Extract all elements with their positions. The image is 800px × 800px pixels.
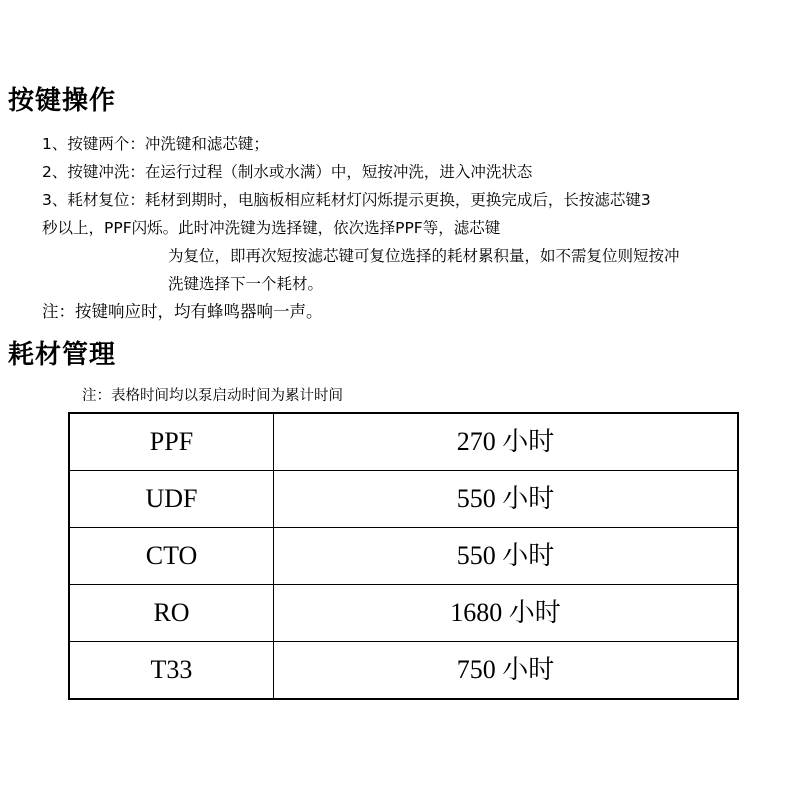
consumable-name: UDF — [69, 471, 274, 528]
operation-item-2: 2、按键冲洗：在运行过程（制水或水满）中，短按冲洗，进入冲洗状态 — [42, 163, 533, 181]
consumable-hours: 270 小时 — [274, 413, 739, 471]
consumable-hours: 550 小时 — [274, 471, 739, 528]
operation-item-3: 3、耗材复位：耗材到期时，电脑板相应耗材灯闪烁提示更换，更换完成后，长按滤芯键3 — [42, 191, 651, 209]
table-row — [69, 471, 738, 528]
operation-note: 注：按键响应时，均有蜂鸣器响一声。 — [42, 302, 323, 321]
operation-item-1: 1、按键两个：冲洗键和滤芯键； — [42, 135, 269, 153]
operation-item-3-continuation-3: 洗键选择下一个耗材。 — [168, 275, 324, 293]
consumable-hours: 750 小时 — [274, 642, 739, 700]
table-row — [69, 528, 738, 585]
consumable-name: PPF — [69, 413, 274, 471]
table-row — [69, 413, 738, 471]
section-title-key-operation: 按键操作 — [8, 86, 117, 116]
operation-item-3-continuation-2: 为复位，即再次短按滤芯键可复位选择的耗材累积量，如不需复位则短按冲 — [168, 247, 680, 265]
table-row — [69, 642, 738, 700]
consumable-hours: 1680 小时 — [274, 585, 739, 642]
section-title-consumables-management: 耗材管理 — [8, 340, 117, 370]
table-row — [69, 585, 738, 642]
consumable-name: CTO — [69, 528, 274, 585]
consumables-table-note: 注：表格时间均以泵启动时间为累计时间 — [82, 388, 343, 404]
consumable-name: RO — [69, 585, 274, 642]
consumables-table — [68, 412, 739, 700]
operation-item-3-continuation-1: 秒以上，PPF闪烁。此时冲洗键为选择键，依次选择PPF等，滤芯键 — [42, 219, 501, 237]
consumable-hours: 550 小时 — [274, 528, 739, 585]
consumable-name: T33 — [69, 642, 274, 700]
